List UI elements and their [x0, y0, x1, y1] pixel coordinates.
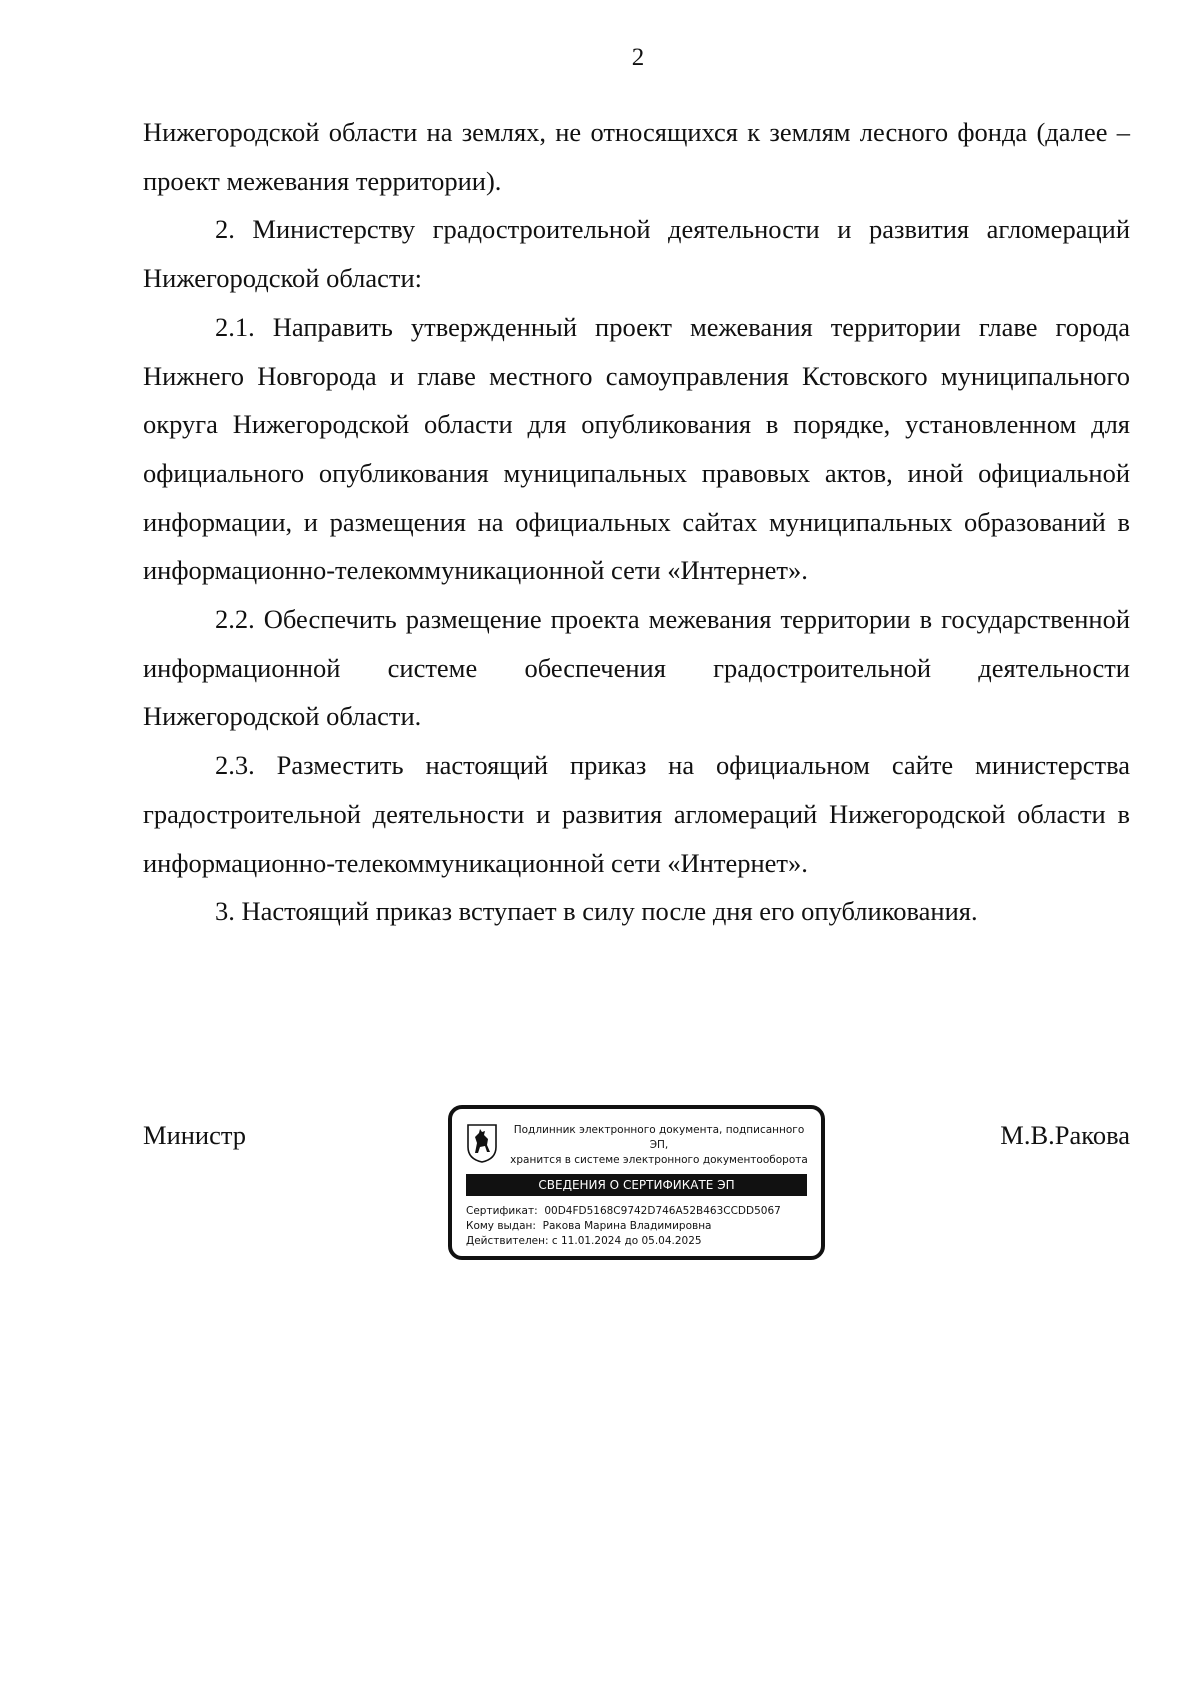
stamp-header-line-1: Подлинник электронного документа, подписанного ЭП, [513, 1124, 805, 1151]
valid-value: с 11.01.2024 до 05.04.2025 [551, 1235, 702, 1247]
paragraph-item-2-2: 2.2. Обеспечить размещение проекта межевания территории в государственной информационной системе обеспечения градостроительной деятельности Нижегородской области. [143, 604, 1130, 732]
stamp-header-line-2: хранится в системе электронного документооборота [510, 1154, 808, 1166]
issued-to-value: Ракова Марина Владимировна [542, 1220, 712, 1232]
certificate-value: 00D4FD5168C9742D746A52B463CCDD5067 [544, 1205, 781, 1217]
paragraph-item-2-3: 2.3. Разместить настоящий приказ на официальном сайте министерства градостроительной деятельности и развития агломераций Нижегородской области в информационно-телекоммуникационной сети «Интернет». [143, 750, 1130, 878]
issued-to-label: Кому выдан: [466, 1220, 536, 1232]
stamp-valid-row [466, 1234, 781, 1249]
stamp-details [466, 1204, 781, 1249]
valid-label: Действителен: [466, 1235, 549, 1247]
paragraph-continuation: Нижегородской области на землях, не относящихся к землям лесного фонда (далее – проект межевания территории). [143, 117, 1130, 196]
paragraph-item-2-1: 2.1. Направить утвержденный проект межевания территории главе города Нижнего Новгорода и главе местного самоуправления Кстовского муниципального округа Нижегородской области для опубликования в порядке, установленном для официального опубликования муниципальных правовых актов, иной официальной информации, и размещения на официальных сайтах муниципальных образований в информационно-телекоммуникационной сети «Интернет». [143, 311, 1130, 586]
stamp-certificate-bar: СВЕДЕНИЯ О СЕРТИФИКАТЕ ЭП [466, 1174, 807, 1196]
e-signature-stamp [448, 1105, 825, 1260]
signatory-title: Министр [143, 1120, 247, 1150]
stamp-certificate-row [466, 1204, 781, 1219]
stamp-issued-row [466, 1219, 781, 1234]
paragraph-item-2: 2. Министерству градостроительной деятельности и развития агломераций Нижегородской области: [143, 214, 1130, 294]
document-body [143, 108, 1130, 936]
coat-of-arms-icon [466, 1123, 498, 1163]
signatory-name: М.В.Ракова [1000, 1120, 1130, 1150]
page-number: 2 [631, 44, 645, 71]
paragraph-item-3: 3. Настоящий приказ вступает в силу после дня его опубликования. [215, 896, 978, 927]
stamp-header [504, 1123, 814, 1168]
certificate-label: Сертификат: [466, 1205, 538, 1217]
